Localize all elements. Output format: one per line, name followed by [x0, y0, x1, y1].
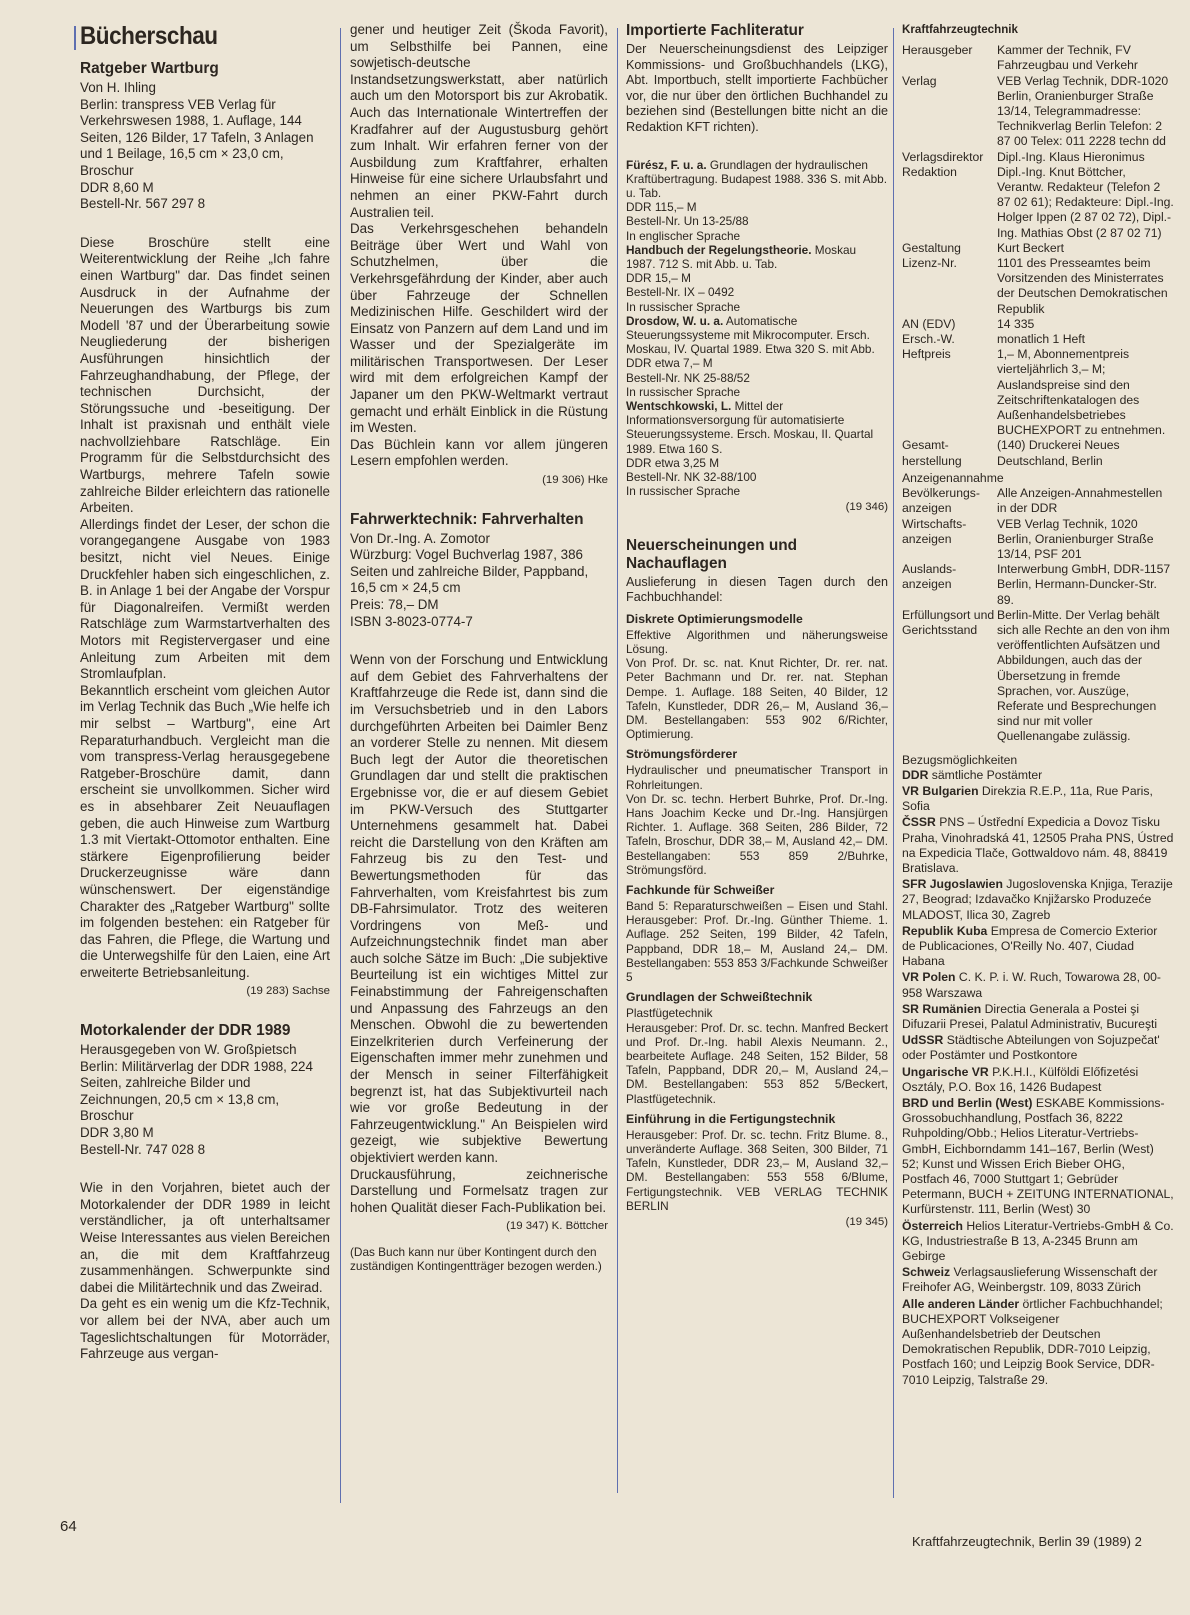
- column-4-imprint: [902, 22, 1174, 1389]
- country-name: VR Bulgarien: [902, 783, 979, 798]
- imprint-value: Alle Anzeigen-Annahmestellen in der DDR: [997, 486, 1163, 516]
- distributor-address: örtlicher Fachbuchhandel; BUCHEXPORT Volkseigener Außenhandelsbetrieb der Deutschen Demokratischen Republik, DDR-7010 Leipzig, Postfach 160; und Leipzig Book Service, DDR-7010 Leipzig, Talstraße 29.: [902, 1296, 1163, 1387]
- distributor-address: Jugoslovenska Knjiga, Terazije 27, Beograd; Izdavačko Knjižarsko Produzeće MLADOST, Ilica 30, Zagreb: [902, 877, 1173, 922]
- new-releases-list: [626, 612, 888, 1229]
- distributor-address: Directia Generala a Postei şi Difuzarii Presei, Palatul Administrativ, Bucureşti: [902, 1001, 1158, 1031]
- paragraph: Bekanntlich erscheint vom gleichen Autor im Verlag Technik das Buch „Wie helfe ich mir selbst – Wartburg", eine Art Reparaturhandbuch. Vergleicht man die vom transpress-Verlag herausgegebene Ratgeber-Broschüre damit, dann erscheint sie unvollkommen. Sicher wird es in absehbarer Zeit Neuauflagen geben, die auch Hinweise zum Wartburg 1.3 mit Viertakt-Ottomotor enthalten. Eine stärkere Eigenprofilierung beider Druckerzeugnisse wäre dann wünschenswert. Der eigenständige Charakter des „Ratgeber Wartburg" sollte im folgenden bestehen: ein Ratgeber für das Fahren, die Pflege, die Wartung und die Unterwegshilfe für den Laien, eine Art erweiterte Betriebsanleitung.: [80, 682, 330, 980]
- paragraph: Da geht es ein wenig um die Kfz-Technik, vor allem bei der NVA, aber auch um Tageslichtschaltungen für Motorräder, Fahrzeuge aus vergan-: [80, 1296, 330, 1362]
- subscription-entry: [902, 1065, 1174, 1095]
- imprint-value: Dipl.-Ing. Knut Böttcher, Verantw. Redakteur (Telefon 2 87 02 61); Redakteure: Dipl.-Ing. Holger Ippen (2 87 02 72), Dipl.-Ing. Mathias Obst (2 87 02 71): [997, 164, 1174, 240]
- subscription-entry: [902, 1219, 1174, 1265]
- country-name: Schweiz: [902, 1265, 951, 1280]
- imprint-row: [902, 150, 1174, 165]
- paragraph: Auslieferung in diesen Tagen durch den Fachbuchhandel:: [626, 574, 888, 605]
- country-name: BRD und Berlin (West): [902, 1096, 1033, 1111]
- distributor-address: Städtische Abteilungen von Sojuzpečat' oder Postämter und Postkontore: [902, 1033, 1160, 1063]
- imprint-key: Ersch.-W.: [902, 332, 955, 347]
- imprint-row: [902, 486, 1174, 516]
- book-title: Fahrwerktechnik: Fahrverhalten: [350, 510, 584, 528]
- imprint-row: [902, 241, 1174, 256]
- subscription-entry: [902, 877, 1174, 923]
- paragraph: gener und heutiger Zeit (Škoda Favorit), um Selbsthilfe bei Pannen, eine sowjetisch-deutsche Instandsetzungswerkstatt, aber natürlich auch um den Motorsport bis zur Akrobatik. Auch das Internationale Wintertreffen der Kradfahrer auf der Augustusburg gehört zum Inhalt. Wir erfahren ferner von der Ausbildung zum Kraftfahrer, erhalten Hinweise für eine sichere Urlaubsfahrt und nehmen an einer PKW-Fahrt durch Australien teil.: [350, 22, 608, 220]
- subscription-entry: [902, 784, 1174, 814]
- ad-heading: Anzeigenannahme: [902, 470, 1004, 485]
- imprint-value: Berlin-Mitte. Der Verlag behält sich alle Rechte an den von ihm veröffentlichten Aufsätzen und Abbildungen, auch das der Übersetzung in fremde Sprachen, vor. Auszüge, Referate und Besprechungen sind nur mit voller Quellenangabe zulässig.: [997, 607, 1170, 744]
- subscription-entry: [902, 1096, 1174, 1218]
- imprint-value: VEB Verlag Technik, DDR-1020 Berlin, Oranienburger Straße 13/14, Telegrammadresse: Technikverlag Berlin Telefon: 2 87 00 Telex: 011 2228 techn dd: [997, 73, 1169, 149]
- import-entry: Fürész, F. u. a. Grundlagen der hydraulischen Kraftübertragung. Budapest 1988. 336 S. mit Abb. u. Tab. DDR 115,– M Bestell-Nr. Un 13-25/88 In englischer Sprache: [626, 157, 888, 243]
- column-rule-3: [893, 28, 894, 1498]
- import-entry: Handbuch der Regelungstheorie. Moskau 1987. 712 S. mit Abb. u. Tab. DDR 15,– M Bestell-Nr. IX – 0492 In russischer Sprache: [626, 242, 857, 314]
- review-signature: (19 345): [845, 1215, 888, 1228]
- imprint-value: 1,– M, Abonnementpreis vierteljährlich 3,– M; Auslandspreise sind den Zeitschriftenkatalogen des Außenhandelsbetriebes BUCHEXPORT zu entnehmen.: [997, 347, 1166, 438]
- subscription-entry: [902, 1297, 1174, 1388]
- imprint-value: Kurt Beckert: [997, 240, 1065, 255]
- subscription-entry: [902, 924, 1174, 970]
- release-title: Einführung in die Fertigungstechnik: [626, 1111, 836, 1126]
- paragraph: Wie in den Vorjahren, bietet auch der Motorkalender der DDR 1989 in leicht verständlicher, ja oft unterhaltsamer Weise Interessantes aus vielen Bereichen an, die mit dem Kraftfahrzeug zusammenhängen. Schwerpunkte sind dabei die Militärtechnik und das Zweirad.: [80, 1180, 330, 1295]
- distributor-address: Helios Literatur-Vertriebs-GmbH & Co. KG, Industriestraße B 13, A-2345 Brunn am Gebirge: [902, 1218, 1174, 1264]
- release-details: Herausgeber: Prof. Dr. sc. techn. Fritz Blume. 8., unveränderte Auflage. 368 Seiten, 300 Bilder, 71 Tafeln, Kunstleder, DDR 23,– M, Ausland 32,– DM. Bestellangaben: 553 558 6/Blume, Fertigungstechnik. VEB VERLAG TECHNIK BERLIN: [626, 1127, 888, 1213]
- heading-imported-literature: Importierte Fachliteratur: [626, 22, 804, 39]
- release-title: Fachkunde für Schweißer: [626, 883, 775, 898]
- imprint-row: [902, 332, 1174, 347]
- note: (Das Buch kann nur über Kontingent durch den zuständigen Kontingentträger bezogen werden.): [350, 1244, 602, 1274]
- release-details: Band 5: Reparaturschweißen – Eisen und Stahl. Herausgeber: Prof. Dr.-Ing. Günther Thieme. 1. Auflage. 252 Seiten, 199 Bilder, 42 Tafeln, Pappband, DDR 18,– M, Ausland 24,– DM. Bestellangaben: 553 853 3/Fachkunde Schweißer 5: [626, 899, 888, 985]
- imprint-row: [902, 562, 1174, 608]
- imprint-key: Heftpreis: [902, 347, 951, 362]
- section-title: Bücherschau: [80, 22, 218, 50]
- column-rule-1: [340, 28, 341, 1503]
- book-meta: Von Dr.-Ing. A. Zomotor Würzburg: Vogel Buchverlag 1987, 386 Seiten und zahlreiche Bilder, Pappband, 16,5 cm × 24,5 cm Preis: 78,– DM ISBN 3-8023-0774-7: [350, 530, 589, 629]
- imprint-row: [902, 608, 1174, 745]
- heading-new-releases: Neuerscheinungen und Nachauflagen: [626, 536, 798, 572]
- distributor-address: Direkzia R.E.P., 11a, Rue Paris, Sofia: [902, 783, 1153, 814]
- imprint-value: 1101 des Presseamtes beim Vorsitzenden des Ministerrates der Deutschen Demokratischen Republik: [997, 256, 1168, 316]
- page-number: 64: [60, 1518, 77, 1535]
- country-name: SFR Jugoslawien: [902, 877, 1003, 892]
- imprint-value: VEB Verlag Technik, 1020 Berlin, Oranienburger Straße 13/14, PSF 201: [997, 516, 1154, 561]
- paragraph: Druckausführung, zeichnerische Darstellung und Formelsatz tragen zur hohen Qualität dieser Fach-Publikation bei.: [350, 1166, 608, 1215]
- imprint-key: Verlag: [902, 73, 937, 88]
- distributor-address: PNS – Ústřední Expedicia a Dovoz Tisku Praha, Vinohradská 41, 12505 Praha PNS, Ústred na Expedicia Tlače, Gottwaldovo nám. 48, 88419 Bratislava.: [902, 815, 1174, 875]
- imprint-row: [902, 74, 1174, 150]
- imprint-key: Bevölkerungs-anzeigen: [902, 486, 980, 516]
- country-name: VR Polen: [902, 970, 956, 985]
- ad-table: [902, 486, 1174, 744]
- release-details: Effektive Algorithmen und näherungsweise Lösung. Von Prof. Dr. sc. nat. Knut Richter, Dr. rer. nat. Peter Bachmann und Dr. rer. nat. Stephan Dempe. 1. Auflage. 188 Seiten, 40 Bilder, 12 Tafeln, Kunstleder, DDR 26,– M, Ausland 36,– DM. Bestellangaben: 553 902 6/Richter, Optimierung.: [626, 627, 888, 742]
- distributor-address: ESKABE Kommissions-Grossobuchhandlung, Postfach 36, 8222 Ruhpolding/Obb.; Helios Literatur-Vertriebs-GmbH, Eichborndamm 141–167, Berlin (West) 52; Kunst und Wissen Erich Bieber OHG, Postfach 46, 7000 Stuttgart 1; Gebrüder Petermann, BUCH + ZEITUNG INTERNATIONAL, Kurfürstenstr. 111, Berlin (West) 30: [902, 1096, 1174, 1217]
- release-title: Grundlagen der Schweißtechnik: [626, 990, 813, 1005]
- review-signature: (19 346): [845, 501, 888, 514]
- release-title: Diskrete Optimierungsmodelle: [626, 611, 803, 626]
- journal-footer: Kraftfahrzeugtechnik, Berlin 39 (1989) 2: [912, 1534, 1142, 1549]
- imprint-key: Gesamt-herstellung: [902, 438, 962, 468]
- imprint-value: monatlich 1 Heft: [997, 332, 1086, 347]
- subscription-heading: Bezugsmöglichkeiten: [902, 752, 1018, 767]
- imprint-key: Herausgeber: [902, 43, 973, 58]
- imprint-row: [902, 438, 1174, 468]
- paragraph: Der Neuerscheinungsdienst des Leipziger Kommissions- und Großbuchhandels (LKG), Abt. Importbuch, stellt importierte Fachbücher vor, die nur über den örtlichen Buchhandel zu beziehen sind (Bestellungen bitte nicht an die Redaktion KFT richten).: [626, 42, 888, 134]
- imprint-value: 14 335: [997, 316, 1035, 331]
- paragraph: Das Verkehrsgeschehen behandeln Beiträge über Wert und Wahl von Schutzhelmen, über die Verkehrsgefährdung der Kinder, aber auch über Fahrzeuge der Schnellen Medizinischen Hilfe. Geschildert wird der Einsatz von Panzern auf dem Land und im Wasser und der Spezialgeräte im militärischen Transportwesen. Der Leser wird mit dem erfolgreichen Kampf der Japaner um den PKW-Weltmarkt vertraut gemacht und erhält Einblick in die Rüstung im Westen.: [350, 221, 608, 436]
- imprint-table: [902, 43, 1174, 469]
- distributor-address: Empresa de Comercio Exterior de Publicaciones, O'Reilly No. 407, Ciudad Habana: [902, 923, 1158, 969]
- import-list: [626, 158, 888, 515]
- imprint-key: AN (EDV): [902, 316, 956, 331]
- subscription-entry: [902, 1033, 1174, 1063]
- imprint-row: [902, 517, 1174, 563]
- import-entry: Wentschkowski, L. Mittel der Informationsversorgung für automatisierte Steuerungssysteme. Ersch. Moskau, II. Quartal 1989. Etwa 160 S. DDR etwa 3,25 M Bestell-Nr. NK 32-88/100 In russischer Sprache: [626, 399, 874, 499]
- imprint-key: Auslands-anzeigen: [902, 562, 957, 592]
- distributor-address: Verlagsauslieferung Wissenschaft der Freihofer AG, Weinbergstr. 109, 8033 Zürich: [902, 1265, 1158, 1295]
- subscription-entry: [902, 815, 1174, 876]
- book-title: Ratgeber Wartburg: [80, 60, 219, 77]
- country-name: SR Rumänien: [902, 1001, 982, 1016]
- subscription-entry: [902, 1265, 1174, 1295]
- paragraph: Allerdings findet der Leser, der schon die vorangegangene Ausgabe von 1983 besitzt, nicht viel Neues. Einige Druckfehler haben sich eingeschlichen, z. B. in Anlage 1 bei der Angabe der Vorspur für Diagonalreifen. Vermißt werden Ratschläge zum Warmstartverhalten des Motors mit Registervergaser und eine Anleitung zum Arbeiten mit dem Stromlaufplan.: [80, 516, 330, 682]
- imprint-key: Erfüllungsort und Gerichtsstand: [902, 607, 995, 637]
- paragraph: Das Büchlein kann vor allem jüngeren Lesern empfohlen werden.: [350, 436, 608, 469]
- column-1: [80, 22, 330, 1363]
- section-marker: [74, 26, 76, 50]
- book-title: Motorkalender der DDR 1989: [80, 1022, 291, 1040]
- book-meta: Herausgegeben von W. Großpietsch Berlin: Militärverlag der DDR 1988, 224 Seiten, zahlreiche Bilder und Zeichnungen, 20,5 cm × 13,8 cm, Broschur DDR 3,80 M Bestell-Nr. 747 028 8: [80, 1042, 313, 1157]
- column-rule-2: [617, 28, 618, 1493]
- review-signature: (19 347) K. Böttcher: [506, 1220, 608, 1233]
- imprint-key: Lizenz-Nr.: [902, 256, 957, 271]
- imprint-row: [902, 43, 1174, 73]
- release-title: Strömungsförderer: [626, 747, 738, 762]
- distributor-address: sämtliche Postämter: [928, 767, 1043, 782]
- release-details: Hydraulischer und pneumatischer Transport in Rohrleitungen. Von Dr. sc. techn. Herbert Buhrke, Prof. Dr.-Ing. Hans Joachim Kecke und Dr.-Ing. Hansjürgen Richter. 1. Auflage. 368 Seiten, 286 Bilder, 72 Tafeln, Broschur, DDR 38,– M, Ausland 42,– DM. Bestellangaben: 553 859 2/Buhrke, Strömungsförd.: [626, 763, 888, 877]
- country-name: Österreich: [902, 1218, 963, 1233]
- country-name: Alle anderen Länder: [902, 1296, 1020, 1311]
- subscription-entry: [902, 970, 1174, 1000]
- imprint-row: [902, 347, 1174, 438]
- column-3: [626, 22, 888, 1229]
- distributor-address: C. K. P. i. W. Ruch, Towarowa 28, 00-958 Warszawa: [902, 970, 1161, 1000]
- imprint-row: [902, 165, 1174, 241]
- imprint-value: Kammer der Technik, FV Fahrzeugbau und Verkehr: [997, 43, 1138, 73]
- imprint-key: Wirtschafts-anzeigen: [902, 516, 967, 546]
- imprint-key: Verlagsdirektor: [902, 149, 984, 164]
- imprint-key: Gestaltung: [902, 240, 961, 255]
- subscription-list: [902, 768, 1174, 1388]
- imprint-row: [902, 256, 1174, 317]
- column-2: [350, 22, 608, 1273]
- imprint-title: Kraftfahrzeugtechnik: [902, 23, 1018, 36]
- distributor-address: P.K.H.I., Külföldi Előfizetési Osztály, P.O. Box 16, 1426 Budapest: [902, 1064, 1139, 1094]
- country-name: DDR: [902, 767, 929, 782]
- import-entry: Drosdow, W. u. a. Automatische Steuerungssysteme mit Mikrocomputer. Ersch. Moskau, IV. Quartal 1989. Etwa 320 S. mit Abb. DDR etwa 7,– M Bestell-Nr. NK 25-88/52 In russischer Sprache: [626, 313, 875, 399]
- imprint-value: Interwerbung GmbH, DDR-1157 Berlin, Hermann-Duncker-Str. 89.: [997, 562, 1171, 607]
- imprint-value: Dipl.-Ing. Klaus Hieronimus: [997, 149, 1145, 164]
- imprint-key: Redaktion: [902, 164, 957, 179]
- review-signature: (19 306) Hke: [542, 474, 608, 487]
- book-meta: Von H. Ihling Berlin: transpress VEB Verlag für Verkehrswesen 1988, 1. Auflage, 144 Seiten, 126 Bilder, 17 Tafeln, 3 Anlagen und 1 Beilage, 16,5 cm × 23,0 cm, Broschur DDR 8,60 M Bestell-Nr. 567 297 8: [80, 80, 314, 212]
- country-name: Ungarische VR: [902, 1064, 989, 1079]
- country-name: UdSSR: [902, 1033, 944, 1048]
- imprint-value: (140) Druckerei Neues Deutschland, Berlin: [997, 438, 1120, 468]
- subscription-entry: [902, 1002, 1174, 1032]
- release-details: Plastfügetechnik Herausgeber: Prof. Dr. sc. techn. Manfred Beckert und Prof. Dr.-Ing. habil Alexis Neumann. 2., bearbeitete Auflage. 248 Seiten, 152 Bilder, 58 Tafeln, Pappband, DDR 20,– M, Ausland 24,– DM. Bestellangaben: 553 852 5/Beckert, Plastfügetechnik.: [626, 1006, 888, 1106]
- country-name: ČSSR: [902, 815, 936, 830]
- subscription-entry: [902, 768, 1174, 783]
- imprint-row: [902, 317, 1174, 332]
- review-signature: (19 283) Sachse: [246, 985, 330, 998]
- country-name: Republik Kuba: [902, 923, 988, 938]
- paragraph: Diese Broschüre stellt eine Weiterentwicklung der Reihe „Ich fahre einen Wartburg" dar. Das findet seinen Ausdruck in der Aufnahme der Neuerungen des Wartburgs bis zum Modell '87 und der Überarbeitung sowie Neugliederung der bisherigen Ausführungen hinsichtlich der Fahrzeughandhabung, der Pflege, der technischen Durchsicht, der Störungssuche und -beseitigung. Der Inhalt ist praxisnah und enthält viele nachvollziehbare Ratschläge. Ein Programm für die Selbstdurchsicht des Wartburgs, mehrere Tafeln sowie zahlreiche Bilder erleichtern das rationelle Arbeiten.: [80, 234, 330, 516]
- paragraph: Wenn von der Forschung und Entwicklung auf dem Gebiet des Fahrverhaltens der Kraftfahrzeuge die Rede ist, dann sind die im Versuchsbetrieb und in den Labors durchgeführten Arbeiten bei Daimler Benz an vorderer Stelle zu nennen. Mit diesem Buch legt der Autor die theoretischen Grundlagen dar und stellt die praktischen Ergebnisse vor, die er auf diesem Gebiet im PKW-Versuch des Stuttgarter Unternehmens gesammelt hat. Dabei reicht die Darstellung von den Kräften am Fahrzeug bis zu den Test- und Bewertungsmethoden für das Fahrverhalten, vom Kreisfahrtest bis zum DB-Fahrsimulator. Trotz des weiteren Vordringens von Meß- und Aufzeichnungstechnik findet man aber auch solche Sätze im Buch: „Die subjektive Beurteilung ist ein wichtiges Mittel zur Feinabstimmung der Fahreigenschaften und Anpassung des Fahrzeugs an den Menschen. Obwohl die zu bewertenden Einzelkriterien durch Verfeinerung der Eigenschaften immer mehr zunehmen und der Mensch in seiner Filterfähigkeit begrenzt ist, hat das Subjektivurteil nach wie vor große Bedeutung in der Fahrzeugentwicklung." An Beispielen wird gezeigt, wie subjektive Bewertung objektiviert werden kann.: [350, 652, 608, 1165]
